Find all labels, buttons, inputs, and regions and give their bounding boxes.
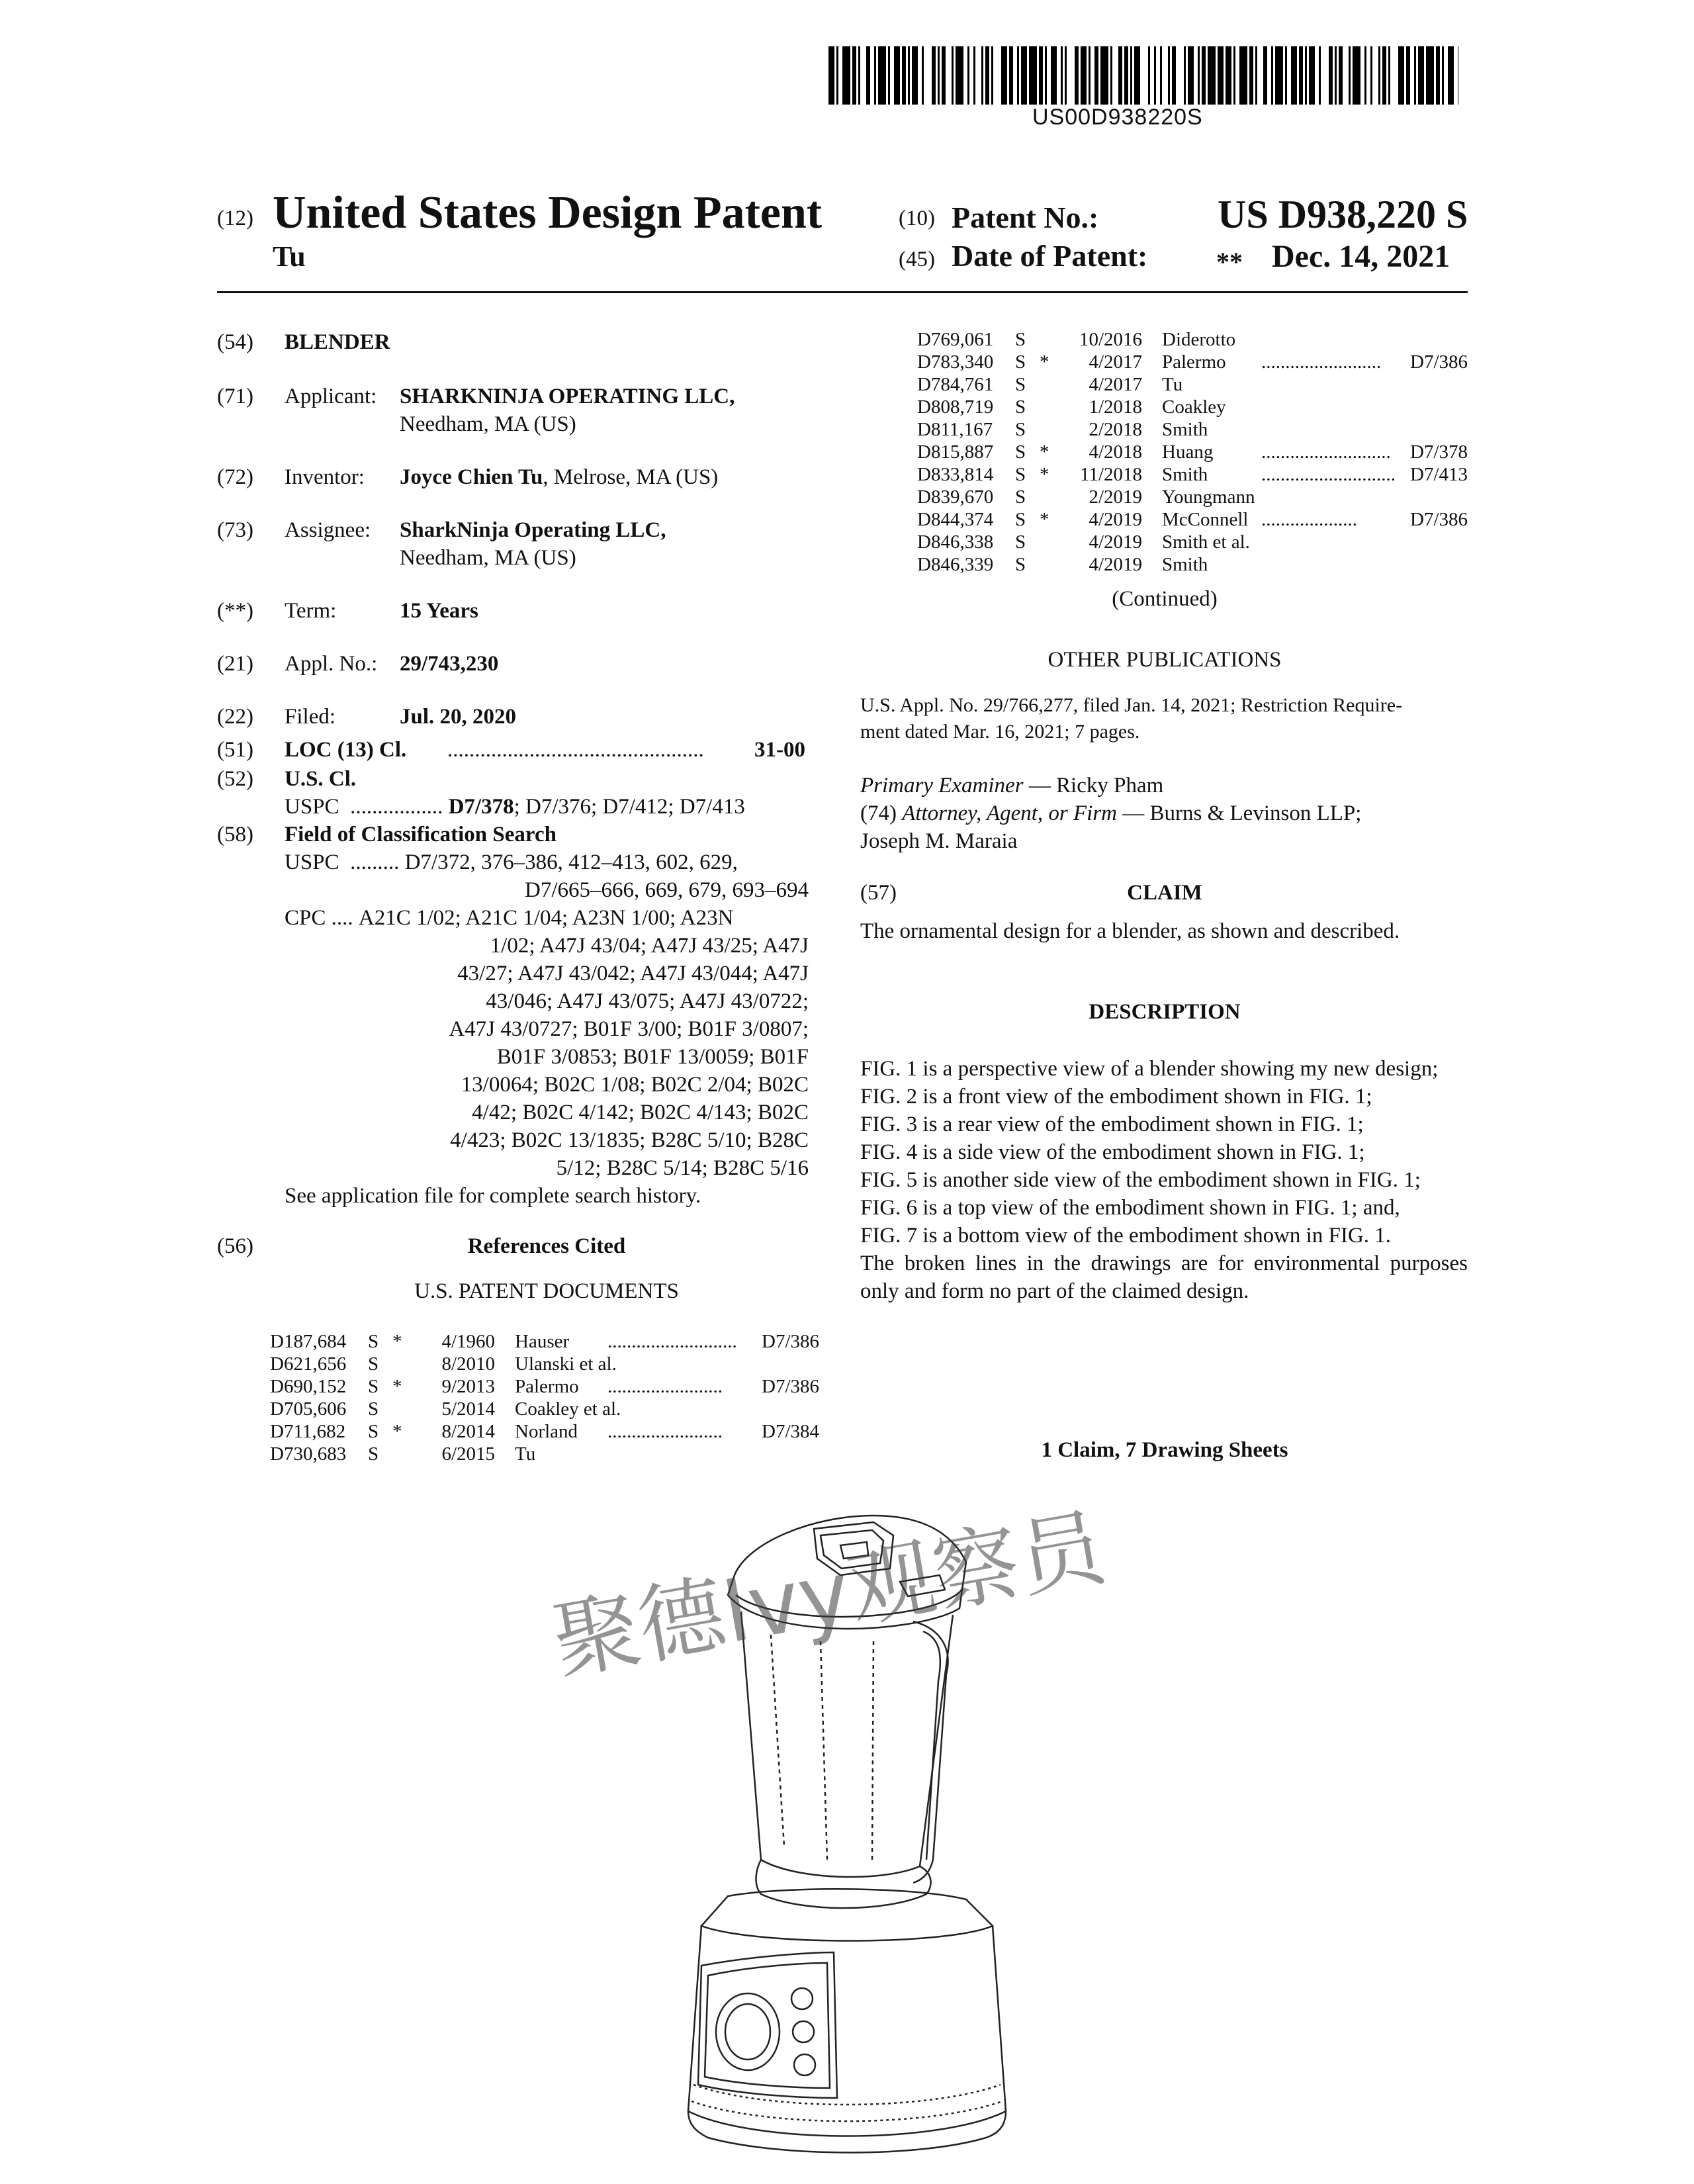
reference-date: 10/2016 <box>1079 329 1142 350</box>
reference-class: D7/386 <box>1410 509 1468 530</box>
inventor-name: Joyce Chien Tu <box>400 465 543 489</box>
barcode-bar <box>1075 46 1079 105</box>
description-label: DESCRIPTION <box>1089 1000 1241 1024</box>
reference-name: Smith <box>1162 554 1208 575</box>
search-history-note: See application file for complete search history. <box>285 1184 701 1208</box>
reference-star: * <box>1040 351 1049 373</box>
other-publications-label: OTHER PUBLICATIONS <box>1048 648 1282 672</box>
reference-date: 4/2019 <box>1089 554 1142 575</box>
barcode-bar <box>1045 46 1047 105</box>
reference-date: 4/1960 <box>441 1331 495 1352</box>
barcode-bar <box>1100 46 1108 105</box>
code-45: (45) <box>899 248 935 271</box>
reference-k: S <box>1015 329 1026 350</box>
reference-name: Coakley et al. <box>515 1398 621 1420</box>
reference-class: D7/378 <box>1410 441 1468 463</box>
field-uspc-dots: ......... <box>350 850 400 874</box>
reference-k: S <box>1015 554 1026 575</box>
field-cpc-1: A21C 1/02; A21C 1/04; A23N 1/00; A23N <box>358 906 734 930</box>
reference-name: Tu <box>1162 374 1183 395</box>
reference-name: Tu <box>515 1443 536 1465</box>
attorney-name: — Burns & Levinson LLP; <box>1117 801 1362 825</box>
term-value: 15 Years <box>400 599 478 623</box>
reference-row <box>270 1443 819 1465</box>
reference-class: D7/386 <box>762 1376 819 1397</box>
assignee-name: SharkNinja Operating LLC, <box>400 518 666 542</box>
patent-number: US D938,220 S <box>1218 193 1468 236</box>
field-cpc-8: 4/42; B02C 4/142; B02C 4/143; B02C <box>472 1101 809 1124</box>
reference-row <box>270 1353 819 1375</box>
field-search-label: Field of Classification Search <box>285 823 557 846</box>
reference-row <box>917 508 1468 531</box>
claims-summary: 1 Claim, 7 Drawing Sheets <box>1041 1438 1288 1462</box>
barcode-bar <box>1154 46 1156 105</box>
barcode-bar <box>1065 46 1067 105</box>
desc-fig-4: FIG. 4 is a side view of the embodiment shown in FIG. 1; <box>860 1140 1365 1164</box>
loc-value: 31-00 <box>754 738 805 762</box>
inventor-location: , Melrose, MA (US) <box>543 465 719 489</box>
barcode-bar <box>1255 46 1257 105</box>
barcode-bar <box>1081 46 1087 105</box>
reference-row <box>917 531 1468 553</box>
reference-name: Palermo <box>515 1376 579 1397</box>
reference-date: 2/2019 <box>1089 486 1142 508</box>
date-label: Date of Patent: <box>952 239 1148 273</box>
barcode-bar <box>1226 46 1231 105</box>
field-cpc-9: 4/423; B02C 13/1835; B28C 5/10; B28C <box>450 1128 809 1152</box>
reference-k: S <box>1015 441 1026 463</box>
desc-broken-lines: The broken lines in the drawings are for environmental purposes only and form no part of the claimed design. <box>860 1251 1468 1303</box>
barcode-bar <box>1388 46 1390 105</box>
field-cpc-line <box>285 904 733 932</box>
barcode-bar <box>912 46 918 105</box>
reference-num: D690,152 <box>270 1376 347 1397</box>
header-divider <box>217 291 1468 293</box>
attorney-code: (74) <box>860 801 897 825</box>
barcode-bar <box>942 46 946 105</box>
reference-date: 8/2014 <box>441 1421 495 1442</box>
attorney-line <box>860 799 1361 827</box>
reference-num: D815,887 <box>917 441 994 463</box>
f73-code: (73) <box>217 518 253 542</box>
barcode-bar <box>902 46 906 105</box>
reference-name: Youngmann <box>1162 486 1255 508</box>
barcode-bar <box>1239 46 1247 105</box>
barcode-bar <box>1249 46 1253 105</box>
barcode-bar <box>1335 46 1337 105</box>
barcode-bar <box>1426 46 1434 105</box>
barcode-bar <box>1305 46 1307 105</box>
claim-code: (57) <box>860 881 897 905</box>
barcode-bar <box>1134 46 1140 105</box>
field-uspc: USPC <box>285 850 339 874</box>
barcode-bar <box>1184 46 1186 105</box>
field-cpc-7: 13/0064; B02C 1/08; B02C 2/04; B02C <box>461 1073 809 1097</box>
f72-code: (72) <box>217 465 253 489</box>
reference-row <box>917 351 1468 373</box>
date-stars: ** <box>1216 247 1243 277</box>
desc-fig-6: FIG. 6 is a top view of the embodiment shown in FIG. 1; and, <box>860 1196 1400 1220</box>
barcode-bar <box>1448 46 1454 105</box>
barcode-bar <box>922 46 924 105</box>
reference-date: 2/2018 <box>1089 419 1142 440</box>
barcode-bar <box>874 46 876 105</box>
inventor-short: Tu <box>273 240 306 273</box>
desc-fig-7: FIG. 7 is a bottom view of the embodiment shown in FIG. 1. <box>860 1224 1392 1248</box>
us-cl-line <box>285 793 745 821</box>
barcode-bar <box>981 46 983 105</box>
examiner-line <box>860 772 1163 799</box>
reference-name: Coakley <box>1162 396 1226 418</box>
barcode-bar <box>1124 46 1128 105</box>
patent-no-label: Patent No.: <box>952 201 1099 234</box>
reference-row <box>917 553 1468 576</box>
reference-dots: ........................... <box>1261 441 1391 463</box>
field-cpc-3: 43/27; A47J 43/042; A47J 43/044; A47J <box>457 962 809 985</box>
filed-label: Filed: <box>285 705 336 729</box>
barcode-bar <box>894 46 900 105</box>
field-cpc-2: 1/02; A47J 43/04; A47J 43/25; A47J <box>490 934 809 958</box>
examiner-label: Primary Examiner <box>860 774 1024 797</box>
barcode-bar <box>973 46 975 105</box>
code-10: (10) <box>899 206 935 230</box>
us-cl-rest: ; D7/376; D7/412; D7/413 <box>513 795 745 819</box>
reference-k: S <box>368 1421 379 1442</box>
document-type-title: United States Design Patent <box>273 187 823 238</box>
reference-row <box>917 418 1468 441</box>
reference-row <box>917 463 1468 486</box>
reference-name: Smith et al. <box>1162 531 1250 553</box>
reference-num: D705,606 <box>270 1398 347 1420</box>
desc-fig-3: FIG. 3 is a rear view of the embodiment shown in FIG. 1; <box>860 1113 1364 1136</box>
barcode-bar <box>1370 46 1372 105</box>
right-references-table <box>917 328 1468 576</box>
barcode-bar <box>1414 46 1416 105</box>
barcode-bar <box>952 46 954 105</box>
barcode-bar <box>1208 46 1216 105</box>
claim-label: CLAIM <box>1127 881 1202 905</box>
reference-k: S <box>368 1331 379 1352</box>
reference-dots: ......................... <box>1261 351 1382 373</box>
us-cl-uspc: USPC <box>285 795 339 819</box>
barcode-bar <box>866 46 870 105</box>
barcode-bar <box>932 46 936 105</box>
loc-label: LOC (13) Cl. <box>285 738 407 762</box>
f58-code: (58) <box>217 823 253 846</box>
barcode-bar <box>1436 46 1440 105</box>
reference-date: 11/2018 <box>1080 464 1142 485</box>
barcode-bar <box>956 46 963 105</box>
applicant-label: Applicant: <box>285 385 377 408</box>
reference-star: * <box>392 1331 402 1352</box>
attorney-line-2: Joseph M. Maraia <box>860 829 1018 853</box>
reference-k: S <box>368 1353 379 1375</box>
reference-num: D783,340 <box>917 351 994 373</box>
field-uspc-l1: D7/372, 376–386, 412–413, 602, 629, <box>404 850 738 874</box>
field-cpc-6: B01F 3/0853; B01F 13/0059; B01F <box>496 1045 809 1069</box>
appl-no-label: Appl. No.: <box>285 652 378 676</box>
barcode-bar <box>1353 46 1360 105</box>
applicant-location: Needham, MA (US) <box>400 412 576 436</box>
reference-dots: ........................ <box>607 1421 723 1442</box>
reference-row <box>270 1398 819 1420</box>
inventor-line <box>400 463 718 491</box>
reference-k: S <box>1015 419 1026 440</box>
patent-date: Dec. 14, 2021 <box>1272 239 1450 274</box>
reference-date: 4/2019 <box>1089 531 1142 553</box>
barcode-bar <box>1349 46 1351 105</box>
barcode-bar <box>967 46 969 105</box>
reference-dots: ........................... <box>607 1331 737 1352</box>
barcode-bar <box>1398 46 1404 105</box>
barcode-bar <box>888 46 890 105</box>
examiner-name: — Ricky Pham <box>1023 774 1164 797</box>
reference-k: S <box>1015 486 1026 508</box>
barcode-bar <box>1017 46 1019 105</box>
reference-class: D7/384 <box>762 1421 819 1442</box>
reference-num: D621,656 <box>270 1353 347 1375</box>
barcode-bar <box>1233 46 1235 105</box>
description-body <box>860 1055 1468 1305</box>
inventor-label: Inventor: <box>285 465 365 489</box>
reference-num: D187,684 <box>270 1331 347 1352</box>
barcode-bar <box>1418 46 1424 105</box>
reference-row <box>917 328 1468 351</box>
reference-k: S <box>1015 531 1026 553</box>
f22-code: (22) <box>217 705 253 729</box>
f51-code: (51) <box>217 738 253 762</box>
reference-name: Palermo <box>1162 351 1226 373</box>
barcode-bar <box>1172 46 1176 105</box>
barcode-bar <box>836 46 838 105</box>
loc-dots: ............................................... <box>447 738 704 762</box>
reference-dots: ........................ <box>607 1376 723 1397</box>
desc-fig-5: FIG. 5 is another side view of the embodiment shown in FIG. 1; <box>860 1168 1421 1192</box>
reference-row <box>917 486 1468 508</box>
barcode-bar <box>1168 46 1170 105</box>
barcode-bar <box>1319 46 1321 105</box>
barcode-bar <box>1118 46 1122 105</box>
desc-fig-2: FIG. 2 is a front view of the embodiment shown in FIG. 1; <box>860 1085 1372 1109</box>
barcode-bar <box>1061 46 1063 105</box>
barcode-bar <box>985 46 989 105</box>
barcode-bar <box>938 46 940 105</box>
barcode-bar <box>1202 46 1206 105</box>
publication-line-2: ment dated Mar. 16, 2021; 7 pages. <box>860 721 1140 743</box>
us-patent-docs-label: U.S. PATENT DOCUMENTS <box>414 1279 679 1303</box>
reference-star: * <box>392 1421 402 1442</box>
reference-name: Smith <box>1162 464 1208 485</box>
f56-code: (56) <box>217 1234 253 1258</box>
reference-num: D808,719 <box>917 396 994 418</box>
reference-star: * <box>392 1376 402 1397</box>
reference-k: S <box>368 1376 379 1397</box>
reference-row <box>917 396 1468 418</box>
barcode-bar <box>1299 46 1303 105</box>
reference-k: S <box>1015 509 1026 530</box>
barcode-bar <box>1001 46 1007 105</box>
field-cpc: CPC .... <box>285 906 353 930</box>
reference-class: D7/386 <box>1410 351 1468 373</box>
reference-star: * <box>1040 441 1049 463</box>
reference-num: D769,061 <box>917 329 994 350</box>
reference-date: 5/2014 <box>441 1398 495 1420</box>
reference-k: S <box>368 1398 379 1420</box>
barcode-bar <box>1218 46 1224 105</box>
barcode-bar <box>1029 46 1037 105</box>
field-uspc-l2: D7/665–666, 669, 679, 693–694 <box>525 878 809 902</box>
barcode-bar <box>1378 46 1380 105</box>
reference-num: D711,682 <box>270 1421 346 1442</box>
barcode-bar <box>908 46 910 105</box>
barcode-bar <box>852 46 856 105</box>
barcode-bar <box>1309 46 1315 105</box>
reference-date: 4/2019 <box>1089 509 1142 530</box>
applicant-name: SHARKNINJA OPERATING LLC, <box>400 385 735 408</box>
reference-name: Diderotto <box>1162 329 1236 350</box>
f54-code: (54) <box>217 330 253 354</box>
barcode-bar <box>1364 46 1366 105</box>
title-blender: BLENDER <box>285 330 390 354</box>
term-code: (**) <box>217 599 253 623</box>
reference-num: D784,761 <box>917 374 994 395</box>
term-label: Term: <box>285 599 337 623</box>
barcode-text: US00D938220S <box>1032 105 1203 130</box>
reference-name: McConnell <box>1162 509 1249 530</box>
barcode-bar <box>1198 46 1200 105</box>
reference-class: D7/413 <box>1410 464 1468 485</box>
reference-name: Ulanski et al. <box>515 1353 617 1375</box>
reference-row <box>917 441 1468 463</box>
barcode-bar <box>1089 46 1091 105</box>
assignee-label: Assignee: <box>285 518 371 542</box>
barcode-bar <box>1382 46 1386 105</box>
barcode-bar <box>1442 46 1444 105</box>
barcode-bar <box>1263 46 1267 105</box>
reference-num: D844,374 <box>917 509 994 530</box>
assignee-location: Needham, MA (US) <box>400 546 576 570</box>
barcode-bar <box>1051 46 1057 105</box>
reference-star: * <box>1040 464 1049 485</box>
reference-row <box>270 1420 819 1443</box>
barcode-bar <box>878 46 886 105</box>
barcode-bar <box>828 46 834 105</box>
barcode-bar <box>1009 46 1013 105</box>
reference-name: Smith <box>1162 419 1208 440</box>
barcode-bar <box>1094 46 1098 105</box>
publication-line-1: U.S. Appl. No. 29/766,277, filed Jan. 14, 2021; Restriction Require- <box>860 694 1403 716</box>
barcode-bar <box>1160 46 1162 105</box>
reference-date: 8/2010 <box>441 1353 495 1375</box>
barcode-bar <box>1329 46 1333 105</box>
reference-name: Huang <box>1162 441 1214 463</box>
barcode-bar <box>1110 46 1112 105</box>
claim-text: The ornamental design for a blender, as shown and described. <box>860 919 1400 943</box>
field-cpc-4: 43/046; A47J 43/075; A47J 43/0722; <box>486 989 809 1013</box>
field-cpc-10: 5/12; B28C 5/14; B28C 5/16 <box>556 1156 809 1180</box>
barcode-bar <box>1406 46 1410 105</box>
reference-num: D846,339 <box>917 554 994 575</box>
reference-name: Norland <box>515 1421 578 1442</box>
left-references-table <box>270 1330 819 1465</box>
reference-date: 9/2013 <box>441 1376 495 1397</box>
reference-num: D839,670 <box>917 486 994 508</box>
filed-value: Jul. 20, 2020 <box>400 705 517 729</box>
reference-date: 6/2015 <box>441 1443 495 1465</box>
reference-dots: ............................ <box>1261 464 1396 485</box>
reference-class: D7/386 <box>762 1331 819 1352</box>
reference-date: 4/2017 <box>1089 374 1142 395</box>
reference-num: D833,814 <box>917 464 994 485</box>
continued-label: (Continued) <box>1112 587 1218 611</box>
desc-fig-1: FIG. 1 is a perspective view of a blender showing my new design; <box>860 1057 1439 1081</box>
f52-code: (52) <box>217 767 253 791</box>
barcode-bar <box>1285 46 1287 105</box>
reference-name: Hauser <box>515 1331 570 1352</box>
barcode <box>828 46 1458 105</box>
watermark: 聚德Ivy观察员 <box>545 1496 1112 1693</box>
attorney-label: Attorney, Agent, or Firm <box>902 801 1118 825</box>
barcode-bar <box>1271 46 1273 105</box>
field-uspc-line <box>285 848 738 876</box>
us-cl-dots: ................. <box>350 795 443 819</box>
reference-dots: .................... <box>1261 509 1357 530</box>
reference-row <box>270 1330 819 1353</box>
reference-star: * <box>1040 509 1049 530</box>
barcode-bar <box>1148 46 1150 105</box>
barcode-bar <box>991 46 993 105</box>
code-12: (12) <box>217 206 253 230</box>
reference-k: S <box>1015 464 1026 485</box>
reference-num: D730,683 <box>270 1443 347 1465</box>
field-cpc-5: A47J 43/0727; B01F 3/00; B01F 3/0807; <box>449 1017 809 1041</box>
reference-row <box>270 1375 819 1398</box>
barcode-bar <box>858 46 860 105</box>
reference-date: 1/2018 <box>1089 396 1142 418</box>
barcode-bar <box>1039 46 1043 105</box>
reference-row <box>917 373 1468 396</box>
us-cl-label: U.S. Cl. <box>285 767 357 791</box>
reference-k: S <box>1015 374 1026 395</box>
barcode-bar <box>1188 46 1194 105</box>
us-cl-main: D7/378 <box>448 795 514 819</box>
barcode-bar <box>1130 46 1132 105</box>
barcode-bar <box>1339 46 1343 105</box>
reference-num: D846,338 <box>917 531 994 553</box>
reference-date: 4/2018 <box>1089 441 1142 463</box>
barcode-bar <box>1275 46 1283 105</box>
reference-k: S <box>1015 351 1026 373</box>
reference-k: S <box>1015 396 1026 418</box>
barcode-bar <box>842 46 850 105</box>
f71-code: (71) <box>217 385 253 408</box>
reference-k: S <box>368 1443 379 1465</box>
barcode-bar <box>1291 46 1297 105</box>
appl-no-value: 29/743,230 <box>400 652 499 676</box>
f21-code: (21) <box>217 652 253 676</box>
barcode-bar <box>1021 46 1027 105</box>
reference-date: 4/2017 <box>1089 351 1142 373</box>
references-cited-label: References Cited <box>467 1234 626 1258</box>
reference-num: D811,167 <box>917 419 993 440</box>
